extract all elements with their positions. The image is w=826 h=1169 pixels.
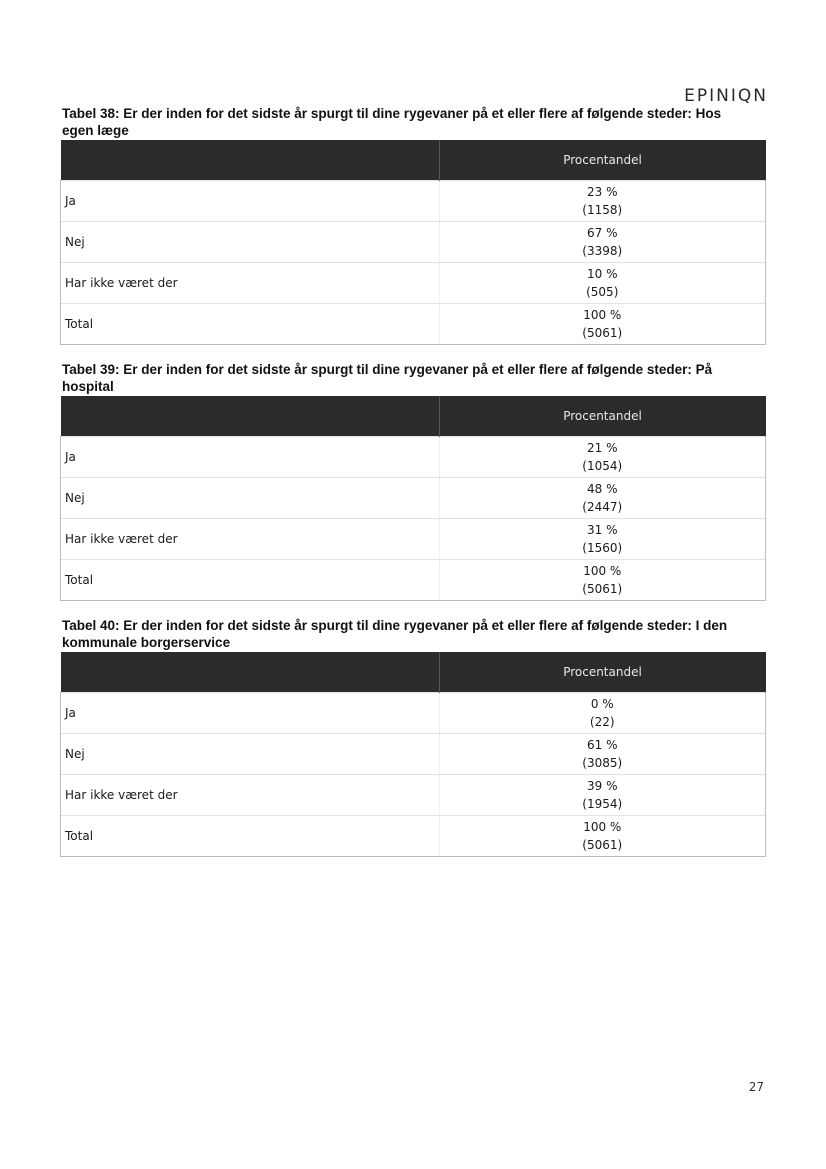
row-percent: 10 % — [587, 267, 618, 281]
row-percent: 21 % — [587, 441, 618, 455]
table-39-section — [60, 361, 766, 601]
table-header-row — [61, 652, 766, 693]
header-procentandel: Procentandel — [439, 396, 766, 437]
table-39-title: Tabel 39: Er der inden for det sidste år spurgt til dine rygevaner på et eller flere af følgende steder: På hospital — [62, 362, 713, 394]
table-header-row — [61, 396, 766, 437]
row-count: (505) — [586, 285, 619, 299]
row-count: (3085) — [582, 756, 623, 770]
table-row — [61, 734, 766, 775]
row-count: (1560) — [582, 541, 623, 555]
table-38-title: Tabel 38: Er der inden for det sidste år spurgt til dine rygevaner på et eller flere af følgende steder: Hos egen læge — [62, 106, 722, 138]
row-label: Har ikke været der — [61, 263, 440, 304]
row-percent: 48 % — [587, 482, 618, 496]
row-label: Ja — [61, 693, 440, 734]
header-blank-cell — [61, 140, 440, 181]
table-40 — [60, 652, 766, 857]
row-value — [439, 263, 766, 304]
table-40-title: Tabel 40: Er der inden for det sidste år spurgt til dine rygevaner på et eller flere af følgende steder: I den kommunale borgerservice — [62, 618, 728, 650]
row-percent: 100 % — [583, 308, 622, 322]
header-blank-cell — [61, 396, 440, 437]
row-count: (1054) — [582, 459, 623, 473]
row-value — [439, 181, 766, 222]
table-row — [61, 775, 766, 816]
header-procentandel: Procentandel — [439, 140, 766, 181]
row-label: Total — [61, 816, 440, 857]
row-label: Har ikke været der — [61, 519, 440, 560]
row-value — [439, 304, 766, 345]
table-row-total — [61, 304, 766, 345]
table-row — [61, 519, 766, 560]
table-row — [61, 263, 766, 304]
epinion-logo: EPINIQN — [684, 86, 768, 106]
row-value — [439, 437, 766, 478]
row-percent: 0 % — [590, 697, 614, 711]
row-count: (1158) — [582, 203, 623, 217]
row-value — [439, 693, 766, 734]
row-count: (5061) — [582, 838, 623, 852]
row-value — [439, 222, 766, 263]
row-label: Ja — [61, 181, 440, 222]
row-value — [439, 734, 766, 775]
row-value — [439, 519, 766, 560]
table-row-total — [61, 560, 766, 601]
row-value — [439, 816, 766, 857]
row-label: Nej — [61, 222, 440, 263]
row-count: (3398) — [582, 244, 623, 258]
table-38 — [60, 140, 766, 345]
row-count: (2447) — [582, 500, 623, 514]
row-percent: 67 % — [587, 226, 618, 240]
page-number: 27 — [748, 1080, 764, 1094]
table-39 — [60, 396, 766, 601]
table-40-section — [60, 617, 766, 857]
row-label: Nej — [61, 734, 440, 775]
row-label: Total — [61, 560, 440, 601]
table-header-row — [61, 140, 766, 181]
row-percent: 100 % — [583, 564, 622, 578]
table-row — [61, 181, 766, 222]
row-count: (22) — [589, 715, 615, 729]
row-value — [439, 775, 766, 816]
row-count: (1954) — [582, 797, 623, 811]
table-row-total — [61, 816, 766, 857]
table-row — [61, 478, 766, 519]
row-percent: 61 % — [587, 738, 618, 752]
row-label: Nej — [61, 478, 440, 519]
row-percent: 31 % — [587, 523, 618, 537]
row-value — [439, 478, 766, 519]
row-label: Har ikke været der — [61, 775, 440, 816]
row-percent: 23 % — [587, 185, 618, 199]
row-count: (5061) — [582, 582, 623, 596]
header-blank-cell — [61, 652, 440, 693]
table-row — [61, 437, 766, 478]
header-procentandel: Procentandel — [439, 652, 766, 693]
row-label: Total — [61, 304, 440, 345]
row-percent: 39 % — [587, 779, 618, 793]
table-row — [61, 693, 766, 734]
row-label: Ja — [61, 437, 440, 478]
table-38-section — [60, 105, 766, 345]
row-percent: 100 % — [583, 820, 622, 834]
row-value — [439, 560, 766, 601]
row-count: (5061) — [582, 326, 623, 340]
table-row — [61, 222, 766, 263]
